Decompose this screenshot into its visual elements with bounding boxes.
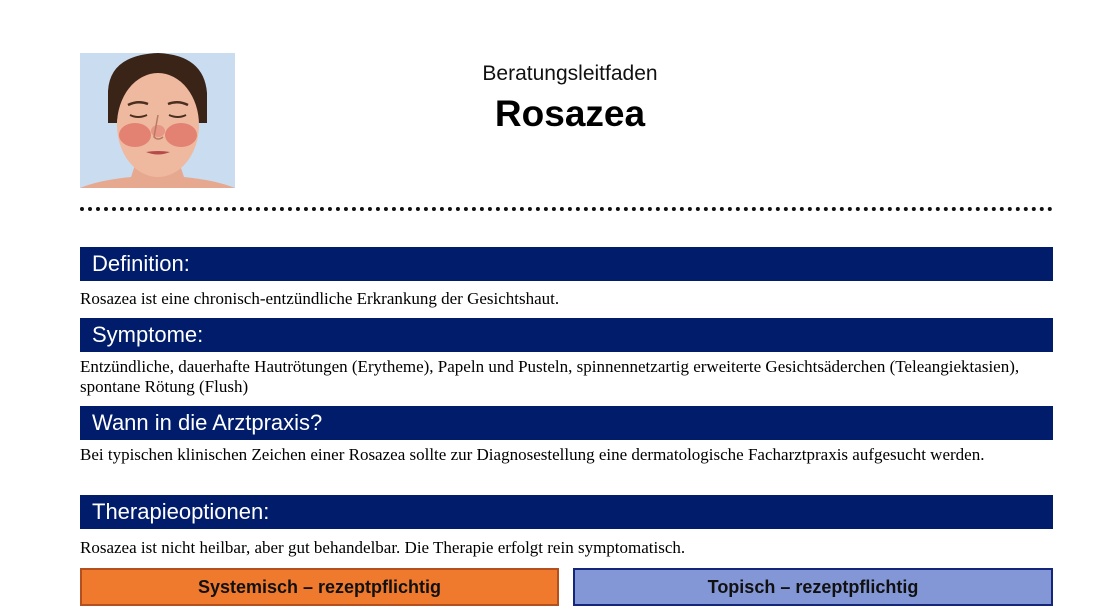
document-subtitle: Beratungsleitfaden xyxy=(482,62,658,85)
section-text-therapy: Rosazea ist nicht heilbar, aber gut behandelbar. Die Therapie erfolgt rein symptomatisch. xyxy=(80,538,686,557)
section-heading-doctor: Wann in die Arztpraxis? xyxy=(80,406,1053,440)
document-title: Rosazea xyxy=(494,93,646,134)
face-illustration-icon xyxy=(80,53,235,188)
section-heading-definition: Definition: xyxy=(80,247,1053,281)
section-heading-therapy: Therapieoptionen: xyxy=(80,495,1053,529)
topical-prescription-box: Topisch – rezeptpflichtig xyxy=(573,568,1053,606)
dotted-divider xyxy=(80,207,1053,211)
section-text-definition: Rosazea ist eine chronisch-entzündliche Erkrankung der Gesichtshaut. xyxy=(80,289,560,308)
section-text-symptoms: Entzündliche, dauerhafte Hautrötungen (Erytheme), Papeln und Pusteln, spinnennetzartig erweiterte Gesichtsäderchen (Teleangiektasien), spontane Rötung (Flush) xyxy=(80,357,1020,396)
section-heading-symptoms: Symptome: xyxy=(80,318,1053,352)
face-photo xyxy=(80,53,235,188)
section-text-doctor: Bei typischen klinischen Zeichen einer Rosazea sollte zur Diagnosestellung eine dermatologische Facharztpraxis aufgesucht werden. xyxy=(80,445,985,464)
systemic-prescription-box: Systemisch – rezeptpflichtig xyxy=(80,568,559,606)
